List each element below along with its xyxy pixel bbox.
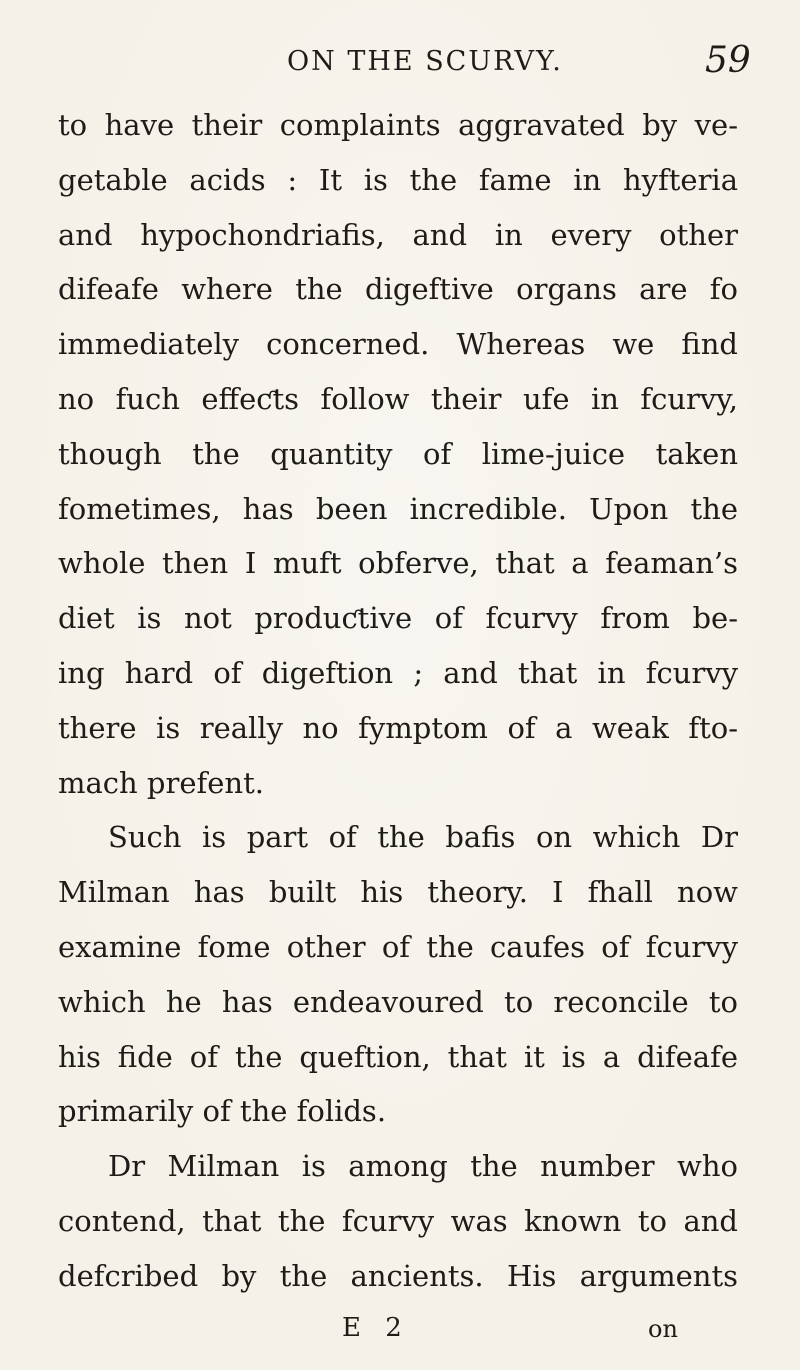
text-line: examine fome other of the caufes of fcurvy <box>58 929 738 964</box>
text-line: contend, that the fcurvy was known to and <box>58 1203 738 1238</box>
text-line: getable acids : It is the fame in hyfteria <box>58 162 738 197</box>
signature-mark: E 2 <box>342 1313 410 1343</box>
text-line: to have their complaints aggravated by ve- <box>58 108 738 142</box>
catchword: on <box>648 1315 678 1343</box>
text-line: difeafe where the digeftive organs are fo <box>58 272 738 307</box>
text-line: and hypochondriafis, and in every other <box>58 217 738 252</box>
text-line: which he has endeavoured to reconcile to <box>58 984 738 1019</box>
running-head: ON THE SCURVY. <box>287 46 563 77</box>
text-line: there is really no fymptom of a weak fto- <box>58 710 738 745</box>
text-line-paragraph-start: Such is part of the bafis on which Dr <box>108 820 738 855</box>
text-line: Milman has built his theory. I fhall now <box>58 875 738 910</box>
body-text <box>58 98 738 1304</box>
page-header <box>0 40 800 90</box>
page-footer <box>0 1313 800 1353</box>
text-line: mach prefent. <box>58 765 264 800</box>
text-line-paragraph-start: Dr Milman is among the number who <box>108 1149 738 1184</box>
text-line: whole then I muft obferve, that a feaman’s <box>58 546 738 581</box>
page-number: 59 <box>705 40 751 81</box>
text-line: no fuch effeƈts follow their ufe in fcurvy, <box>58 381 738 416</box>
text-line: though the quantity of lime-juice taken <box>58 436 738 471</box>
text-line: his fide of the queftion, that it is a difeafe <box>58 1039 738 1074</box>
text-line: diet is not produƈtive of fcurvy from be- <box>58 601 738 636</box>
text-line: primarily of the folids. <box>58 1094 387 1129</box>
text-line: immediately concerned. Whereas we find <box>58 327 738 362</box>
text-line: defcribed by the ancients. His arguments <box>58 1258 738 1293</box>
text-line: ing hard of digeftion ; and that in fcurvy <box>58 655 738 690</box>
text-line: fometimes, has been incredible. Upon the <box>58 491 738 526</box>
